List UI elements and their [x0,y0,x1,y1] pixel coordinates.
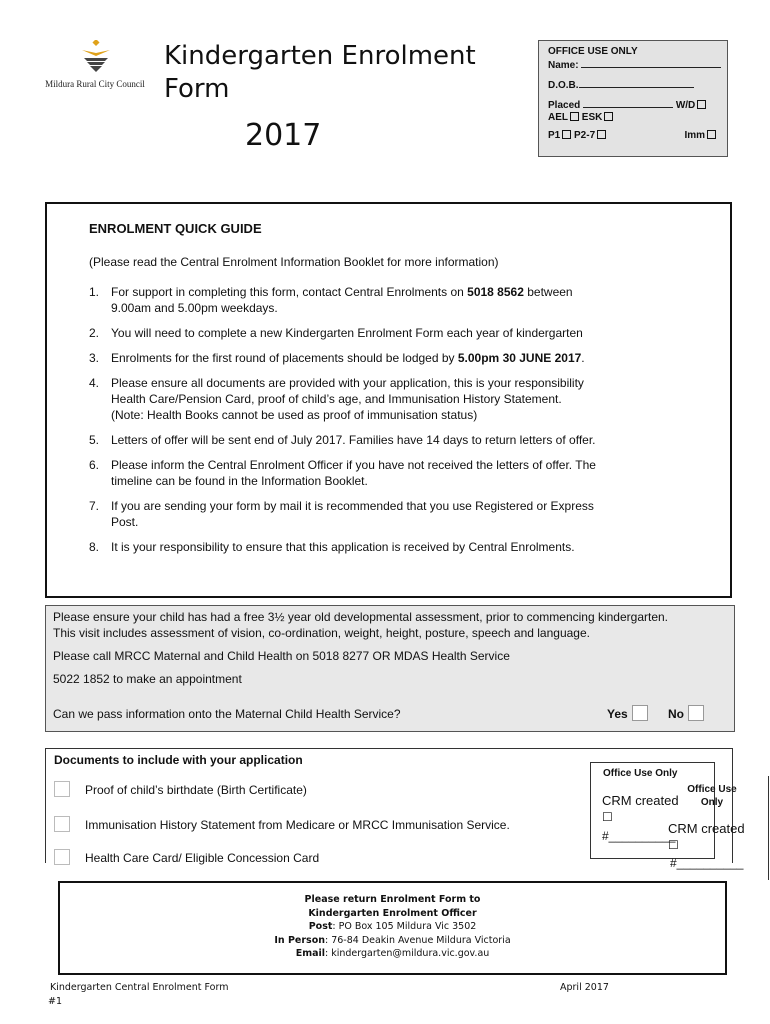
dev-line-4: 5022 1852 to make an appointment [53,672,242,686]
mch-question: Can we pass information onto the Maternal Child Health Service? [53,707,401,721]
footer-form-name: Kindergarten Central Enrolment Form [50,982,229,993]
council-logo [30,40,165,100]
p27-checkbox[interactable] [597,130,606,139]
divider-line [768,776,769,880]
doc-item-birth-certificate: Proof of child’s birthdate (Birth Certificate) [54,781,307,797]
guide-item: 1. For support in completing this form, contact Central Enrolments on 5018 8562 between 9.00am and 5.00pm weekdays. [89,285,573,315]
council-name: Mildura Rural City Council [45,79,145,89]
doc-item-immunisation: Immunisation History Statement from Medicare or MRCC Immunisation Service. [54,816,510,832]
health-care-card-checkbox[interactable] [54,849,70,865]
no-checkbox[interactable] [688,705,704,721]
immunisation-checkbox[interactable] [54,816,70,832]
developmental-assessment-box [45,605,735,732]
office-use-box [538,40,728,157]
return-instructions-box: Please return Enrolment Form to Kindergarten Enrolment Officer Post: PO Box 105 Mildura Vic 3502 In Person: 76-84 Deakin Avenue Mildura Victoria Email: kindergarten@mildura.vic.gov.au [58,881,727,975]
yes-checkbox[interactable] [632,705,648,721]
esk-checkbox[interactable] [604,112,613,121]
office-ael-esk-row: AEL ESK [548,112,718,124]
crm-created-label: CRM created [602,793,679,808]
enrolment-quick-guide [45,202,732,598]
guide-item: 7. If you are sending your form by mail it is recommended that you use Registered or Express Post. [89,499,594,529]
crm-created-checkbox-2[interactable]: ☐ [668,838,679,852]
form-title: Kindergarten Enrolment Form [164,41,476,104]
footer-page-number: #1 [48,996,63,1007]
guide-intro: (Please read the Central Enrolment Information Booklet for more information) [89,255,499,269]
birth-certificate-checkbox[interactable] [54,781,70,797]
dev-line-2: This visit includes assessment of vision, co-ordination, weight, height, posture, speech and language. [53,626,590,640]
crm-number-field[interactable]: #__________ [602,829,676,843]
office-placed-field[interactable]: Placed W/D [548,98,718,112]
guide-item: 5. Letters of offer will be sent end of July 2017. Families have 14 days to return letters of offer. [89,433,596,447]
yes-option: Yes [607,705,648,722]
footer-date: April 2017 [560,982,609,993]
guide-item: 8. It is your responsibility to ensure that this application is received by Central Enrolments. [89,540,575,554]
mildura-council-emblem-icon [81,40,111,78]
office-dob-field[interactable]: D.O.B. [548,78,718,92]
guide-item: 4. Please ensure all documents are provided with your application, this is your responsibility Health Care/Pension Card, proof of child’s age, and Immunisation History Statement. (Note: Health Books cannot be used as proof of immunisation status) [89,376,584,422]
return-email: Email: kindergarten@mildura.vic.gov.au [295,948,490,959]
office-name-field[interactable]: Name: [548,58,718,72]
imm-checkbox[interactable] [707,130,716,139]
guide-item: 2. You will need to complete a new Kindergarten Enrolment Form each year of kindergarten [89,326,583,340]
ael-checkbox[interactable] [570,112,579,121]
guide-item: 3. Enrolments for the first round of placements should be lodged by 5.00pm 30 JUNE 2017. [89,351,585,365]
guide-list [89,284,699,564]
office-use-crm-box [590,762,715,859]
return-in-person: In Person: 76-84 Deakin Avenue Mildura Victoria [274,934,511,946]
guide-title: ENROLMENT QUICK GUIDE [89,221,262,236]
office-use-heading: OFFICE USE ONLY [548,46,638,57]
crm-created-checkbox[interactable]: ☐ [602,810,613,824]
wd-checkbox[interactable] [697,100,706,109]
office-p-row: P1 P2-7 Imm [548,130,718,142]
return-post: Post: PO Box 105 Mildura Vic 3502 [308,921,477,932]
form-year: 2017 [245,118,322,153]
crm-created-label-2: CRM created [668,821,745,836]
guide-item: 6. Please inform the Central Enrolment Officer if you have not received the letters of offer. The timeline can be found in the Information Booklet. [89,458,596,488]
office-use-crm-title: Office Use Only [603,768,678,779]
documents-title: Documents to include with your application [54,753,303,767]
dev-line-3: Please call MRCC Maternal and Child Health on 5018 8277 OR MDAS Health Service [53,649,510,663]
dev-line-1: Please ensure your child has had a free 3½ year old developmental assessment, prior to commencing kindergarten. [53,610,669,624]
doc-item-health-care-card: Health Care Card/ Eligible Concession Card [54,849,319,865]
p1-checkbox[interactable] [562,130,571,139]
no-option: No [668,705,704,722]
office-use-crm-title-2: Office Use Only [687,784,737,808]
crm-number-field-2[interactable]: #__________ [670,856,744,870]
